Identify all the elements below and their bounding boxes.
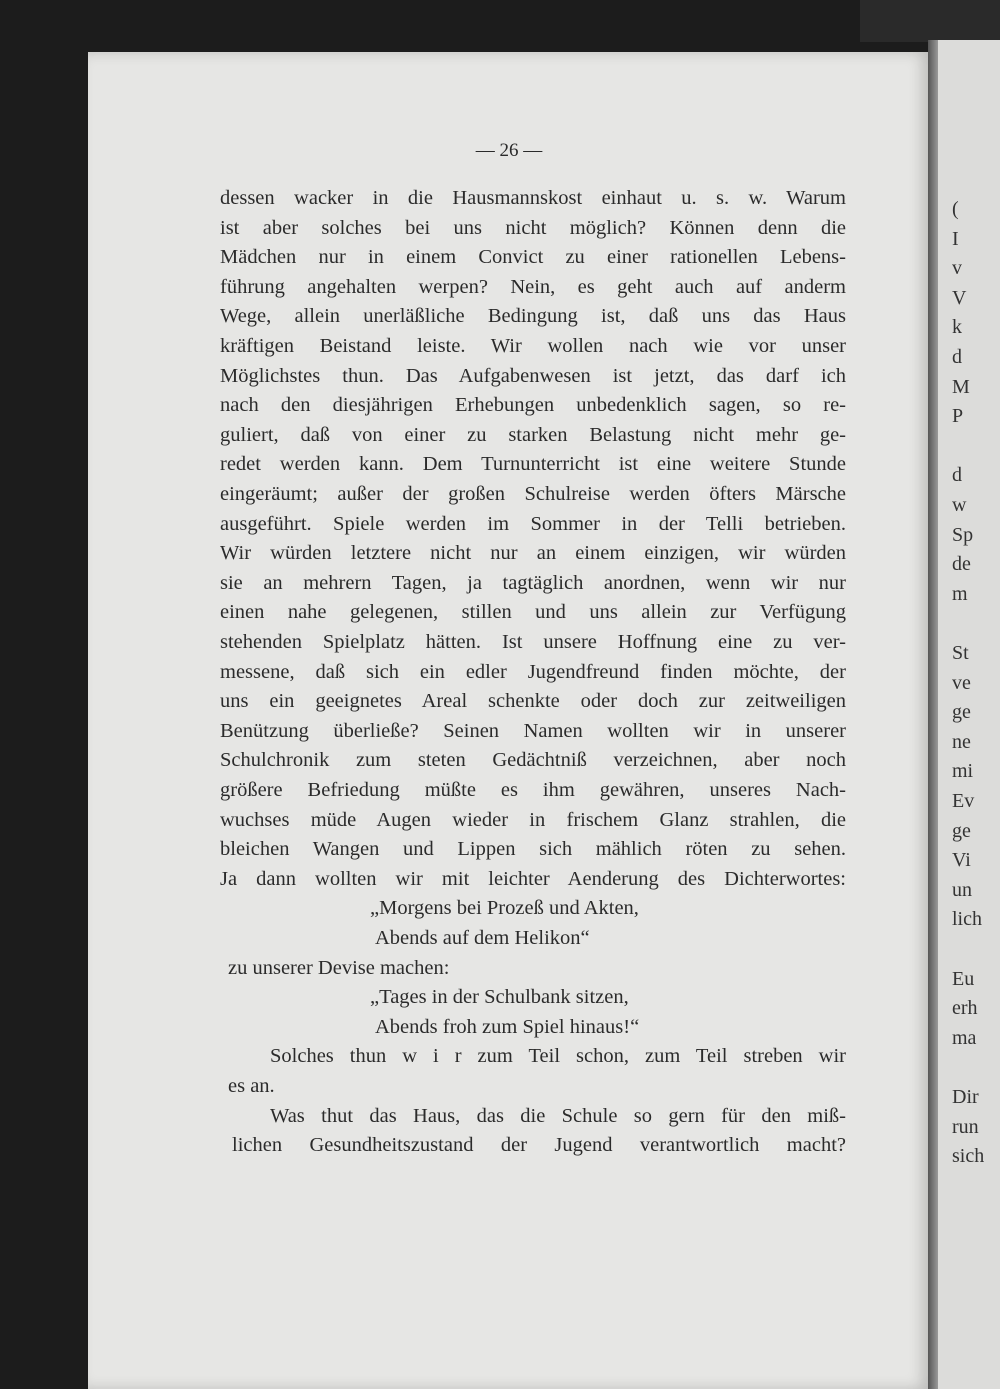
text-line: führung angehalten werpen? Nein, es geht auch auf anderm <box>220 275 846 298</box>
text-line: guliert, daß von einer zu starken Belastung nicht mehr ge- <box>220 423 846 446</box>
next-page-fragment: v <box>952 257 962 280</box>
next-page-fragment: ( <box>952 198 959 220</box>
next-page-fragment: erh <box>952 997 978 1020</box>
text-line: redet werden kann. Dem Turnunterricht ist eine weitere Stunde <box>220 453 846 476</box>
text-line: nach den diesjährigen Erhebungen unbedenklich sagen, so re- <box>220 394 846 417</box>
text-line: zu unserer Devise machen: <box>228 956 450 979</box>
text-line: messene, daß sich ein edler Jugendfreund finden möchte, der <box>220 660 846 683</box>
text-line: ist aber solches bei uns nicht möglich? Können denn die <box>220 216 846 239</box>
book-page <box>88 52 930 1389</box>
text-line: größere Befriedung müßte es ihm gewähren, unseres Nach- <box>220 779 846 801</box>
text-line: lichen Gesundheitszustand der Jugend verantwortlich macht? <box>232 1134 846 1157</box>
page-number: — 26 — <box>475 140 543 161</box>
text-line: eingeräumt; außer der großen Schulreise werden öfters Märsche <box>220 483 846 505</box>
text-line: dessen wacker in die Hausmannskost einhaut u. s. w. Warum <box>220 187 846 209</box>
next-page-fragment: Eu <box>952 967 975 990</box>
text-line: stehenden Spielplatz hätten. Ist unsere Hoffnung eine zu ver- <box>220 631 846 653</box>
next-page-fragment: ne <box>952 730 971 753</box>
next-page-fragment: M <box>952 375 970 398</box>
text-line: Was thut das Haus, das die Schule so gern für den miß- <box>270 1104 846 1127</box>
next-page-fragment: sich <box>952 1145 985 1168</box>
text-line: ausgeführt. Spiele werden im Sommer in der Telli betrieben. <box>220 512 846 535</box>
text-line: Schulchronik zum steten Gedächtniß verzeichnen, aber noch <box>220 749 846 772</box>
text-line: wuchses müde Augen wieder in frischem Glanz strahlen, die <box>220 808 846 831</box>
next-page-fragment: ge <box>952 701 971 724</box>
text-line: „Morgens bei Prozeß und Akten, <box>370 897 639 920</box>
text-line: „Tages in der Schulbank sitzen, <box>370 986 629 1009</box>
next-page-fragment: ma <box>952 1026 977 1049</box>
next-page-fragment: de <box>952 553 971 576</box>
text-line: Ja dann wollten wir mit leichter Aenderung des Dichterwortes: <box>220 867 846 890</box>
text-line: kräftigen Beistand leiste. Wir wollen nach wie vor unser <box>220 335 846 357</box>
text-line: Benützung überließe? Seinen Namen wollten wir in unserer <box>220 719 846 742</box>
book-gutter <box>928 40 938 1389</box>
next-page-fragment: I <box>952 227 959 250</box>
text-line: Abends auf dem Helikon“ <box>375 927 590 949</box>
next-page-fragment: V <box>952 286 967 309</box>
next-page-fragment: Ev <box>952 790 975 812</box>
next-page-fragment: Dir <box>952 1086 979 1108</box>
scan-edge <box>860 0 1000 42</box>
text-line: Wir würden letztere nicht nur an einem einzigen, wir würden <box>220 542 846 565</box>
next-page-fragment: lich <box>952 908 982 931</box>
next-page-fragment: m <box>952 582 968 605</box>
next-page-fragment: k <box>952 316 962 339</box>
text-line: uns ein geeignetes Areal schenkte oder doch zur zeitweiligen <box>220 690 846 713</box>
text-line: bleichen Wangen und Lippen sich mählich röten zu sehen. <box>220 838 846 861</box>
next-page-fragment: un <box>952 878 972 901</box>
text-line: Mädchen nur in einem Convict zu einer rationellen Lebens- <box>220 246 846 269</box>
next-page-edge <box>938 40 1000 1389</box>
text-line: sie an mehrern Tagen, ja tagtäglich anordnen, wenn wir nur <box>220 571 846 594</box>
text-line: Abends froh zum Spiel hinaus!“ <box>375 1015 640 1038</box>
next-page-fragment: St <box>952 642 969 664</box>
text-line: einen nahe gelegenen, stillen und uns allein zur Verfügung <box>220 601 846 624</box>
next-page-fragment: Vi <box>952 849 971 872</box>
next-page-fragment: mi <box>952 760 974 783</box>
text-line: Möglichstes thun. Das Aufgabenwesen ist jetzt, das darf ich <box>220 364 846 387</box>
next-page-fragment: d <box>952 464 962 487</box>
text-line: es an. <box>228 1075 275 1097</box>
next-page-fragment: P <box>952 405 964 428</box>
next-page-fragment: d <box>952 346 962 368</box>
next-page-fragment: run <box>952 1115 979 1138</box>
next-page-fragment: Sp <box>952 523 974 546</box>
text-line: Solches thun w i r zum Teil schon, zum Teil streben wir <box>270 1045 846 1068</box>
next-page-fragment: ge <box>952 819 971 842</box>
text-line: Wege, allein unerläßliche Bedingung ist, daß uns das Haus <box>220 305 846 328</box>
next-page-fragment: ve <box>952 671 971 694</box>
next-page-fragment: w <box>952 494 967 516</box>
